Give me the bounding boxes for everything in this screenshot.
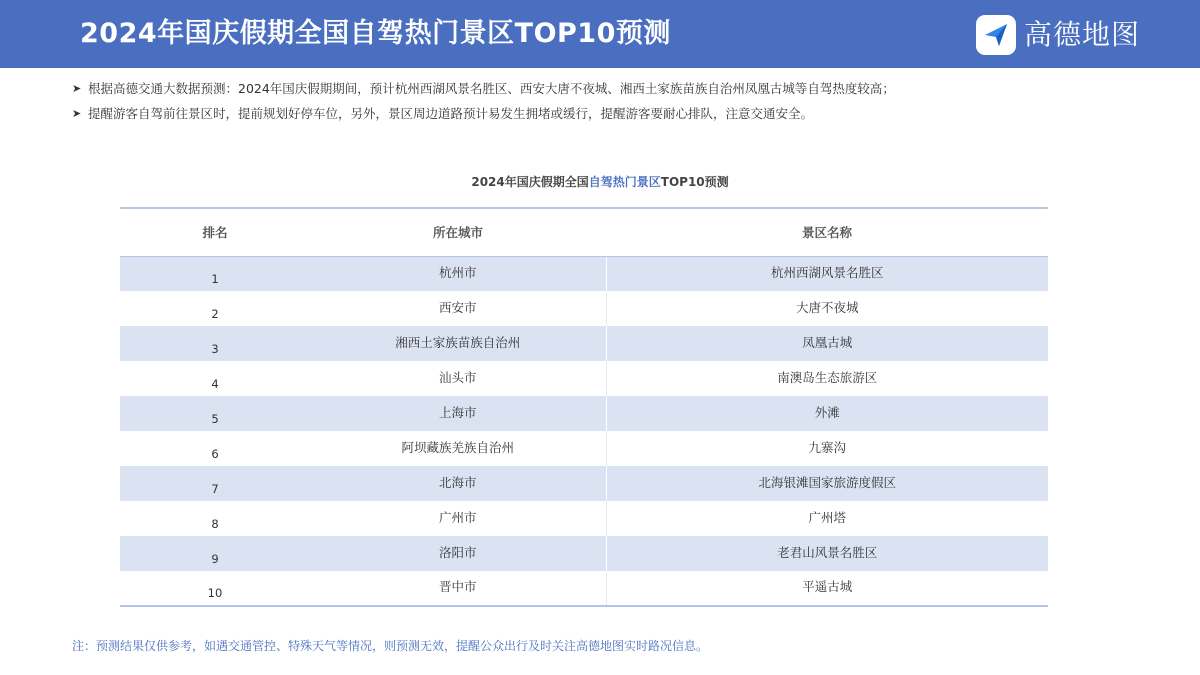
table-row [120,291,1048,326]
table-title-prefix: 2024年国庆假期全国 [471,175,589,189]
cell-rank: 6 [120,431,310,466]
table-row [120,256,1048,291]
header-spot: 景区名称 [606,208,1048,256]
cell-rank: 8 [120,501,310,536]
cell-city: 广州市 [310,501,606,536]
table-title-suffix: TOP10预测 [660,175,729,189]
cell-city: 西安市 [310,291,606,326]
table-row [120,326,1048,361]
arrow-right-icon: ➤ [72,107,82,120]
cell-spot: 九寨沟 [606,431,1048,466]
header-rank: 排名 [120,208,310,256]
cell-spot: 凤凰古城 [606,326,1048,361]
table-row [120,396,1048,431]
cell-city: 北海市 [310,466,606,501]
logo-text: 高德地图 [1024,18,1141,51]
table-row [120,501,1048,536]
bullet-text: 提醒游客自驾前往景区时，提前规划好停车位，另外，景区周边道路预计易发生拥堵或缓行，提醒游客要耐心排队，注意交通安全。 [88,106,814,121]
cell-spot: 老君山风景名胜区 [606,536,1048,571]
ranking-table [120,207,1048,607]
table-row [120,466,1048,501]
table-row [120,361,1048,396]
table-title-highlight: 自驾热门景区 [588,175,661,189]
page-title: 2024年国庆假期全国自驾热门景区TOP10预测 [80,18,671,49]
cell-rank: 7 [120,466,310,501]
cell-rank: 1 [120,256,310,291]
cell-spot: 平遥古城 [606,571,1048,606]
cell-rank: 4 [120,361,310,396]
cell-rank: 10 [120,571,310,606]
bullet-item [72,101,1152,126]
navigation-arrow-icon [976,15,1016,55]
bullet-item [72,76,1152,101]
cell-city: 晋中市 [310,571,606,606]
cell-spot: 大唐不夜城 [606,291,1048,326]
cell-spot: 北海银滩国家旅游度假区 [606,466,1048,501]
cell-rank: 2 [120,291,310,326]
table-row [120,536,1048,571]
table-row [120,571,1048,606]
cell-city: 洛阳市 [310,536,606,571]
table-header-row [120,208,1048,256]
bullet-text: 根据高德交通大数据预测：2024年国庆假期期间，预计杭州西湖风景名胜区、西安大唐不夜城、湘西土家族苗族自治州凤凰古城等自驾热度较高； [88,81,895,96]
table-row [120,431,1048,466]
cell-rank: 3 [120,326,310,361]
cell-city: 阿坝藏族羌族自治州 [310,431,606,466]
cell-city: 上海市 [310,396,606,431]
cell-spot: 广州塔 [606,501,1048,536]
arrow-right-icon: ➤ [72,82,82,95]
header-bar [0,0,1200,68]
cell-city: 汕头市 [310,361,606,396]
table-title [0,172,1200,192]
footnote: 注：预测结果仅供参考，如遇交通管控、特殊天气等情况，则预测无效，提醒公众出行及时关注高德地图实时路况信息。 [72,639,709,653]
cell-spot: 南澳岛生态旅游区 [606,361,1048,396]
header-city: 所在城市 [310,208,606,256]
cell-spot: 外滩 [606,396,1048,431]
cell-city: 湘西土家族苗族自治州 [310,326,606,361]
amap-logo [976,15,1140,55]
cell-rank: 5 [120,396,310,431]
cell-city: 杭州市 [310,256,606,291]
cell-rank: 9 [120,536,310,571]
summary-bullets [72,76,1152,126]
cell-spot: 杭州西湖风景名胜区 [606,256,1048,291]
